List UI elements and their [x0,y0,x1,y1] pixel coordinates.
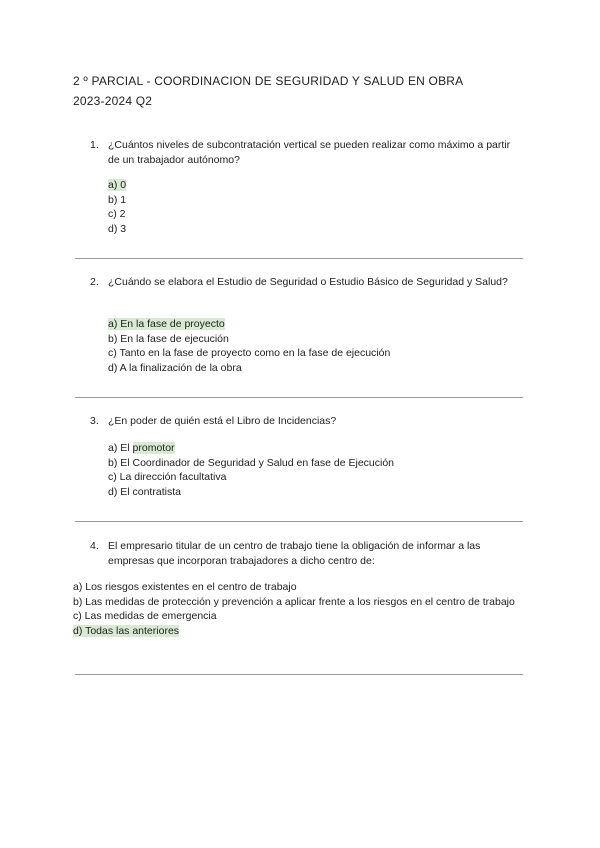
question-number: 3. [90,415,99,427]
option-c: c) La dirección facultativa [108,471,227,483]
correct-answer-highlight: a) En la fase de proyecto [108,318,225,330]
option-b: b) En la fase de ejecución [108,332,229,345]
option-d [73,624,528,639]
title-line-2: 2023-2024 Q2 [73,94,153,108]
option-a [108,441,394,456]
title-line-1: 2 º PARCIAL - COORDINACION DE SEGURIDAD Y SALUD EN OBRA [73,74,464,88]
question-text: ¿En poder de quién está el Libro de Incidencias? [108,415,337,427]
option-a [108,178,126,193]
question-text: ¿Cuándo se elabora el Estudio de Seguridad o Estudio Básico de Seguridad y Salud? [108,276,508,288]
question-divider [75,521,523,522]
answer-options [108,317,390,375]
option-c: c) Las medidas de emergencia [73,610,217,622]
answer-options [108,441,394,499]
question-number: 2. [90,276,99,288]
option-d: d) El contratista [108,485,181,498]
option-a [108,317,390,332]
correct-answer-highlight [108,179,126,191]
answer-options [73,580,528,638]
correct-answer-highlight: promotor [132,442,175,454]
option-d: d) 3 [108,222,127,235]
page-title [73,71,463,111]
question-divider [75,674,523,675]
option-a-prefix: a) [108,179,121,191]
question-number: 1. [90,139,99,151]
option-c: c) 2 [108,208,126,220]
question-text: ¿Cuántos niveles de subcontratación vertical se pueden realizar como máximo a partir de un trabajador autónomo? [108,139,511,166]
option-b: b) El Coordinador de Seguridad y Salud en fase de Ejecución [108,456,395,469]
option-a: a) Los riesgos existentes en el centro de trabajo [73,581,297,593]
option-a-prefix: a) El [108,442,133,454]
option-c: c) Tanto en la fase de proyecto como en la fase de ejecución [108,347,391,359]
question-divider [75,397,523,398]
option-d: d) A la finalización de la obra [108,361,242,374]
option-a-answer: 0 [120,179,127,191]
answer-options [108,178,126,236]
question-divider [75,258,523,259]
option-b: b) 1 [108,193,127,206]
question-text: El empresario titular de un centro de trabajo tiene la obligación de informar a las empresas que incorporan trabajadores a dicho centro de: [108,540,481,567]
question-number: 4. [90,540,99,552]
option-b: b) Las medidas de protección y prevención a aplicar frente a los riesgos en el centro de trabajo [73,595,515,608]
correct-answer-highlight: d) Todas las anteriores [73,624,180,637]
